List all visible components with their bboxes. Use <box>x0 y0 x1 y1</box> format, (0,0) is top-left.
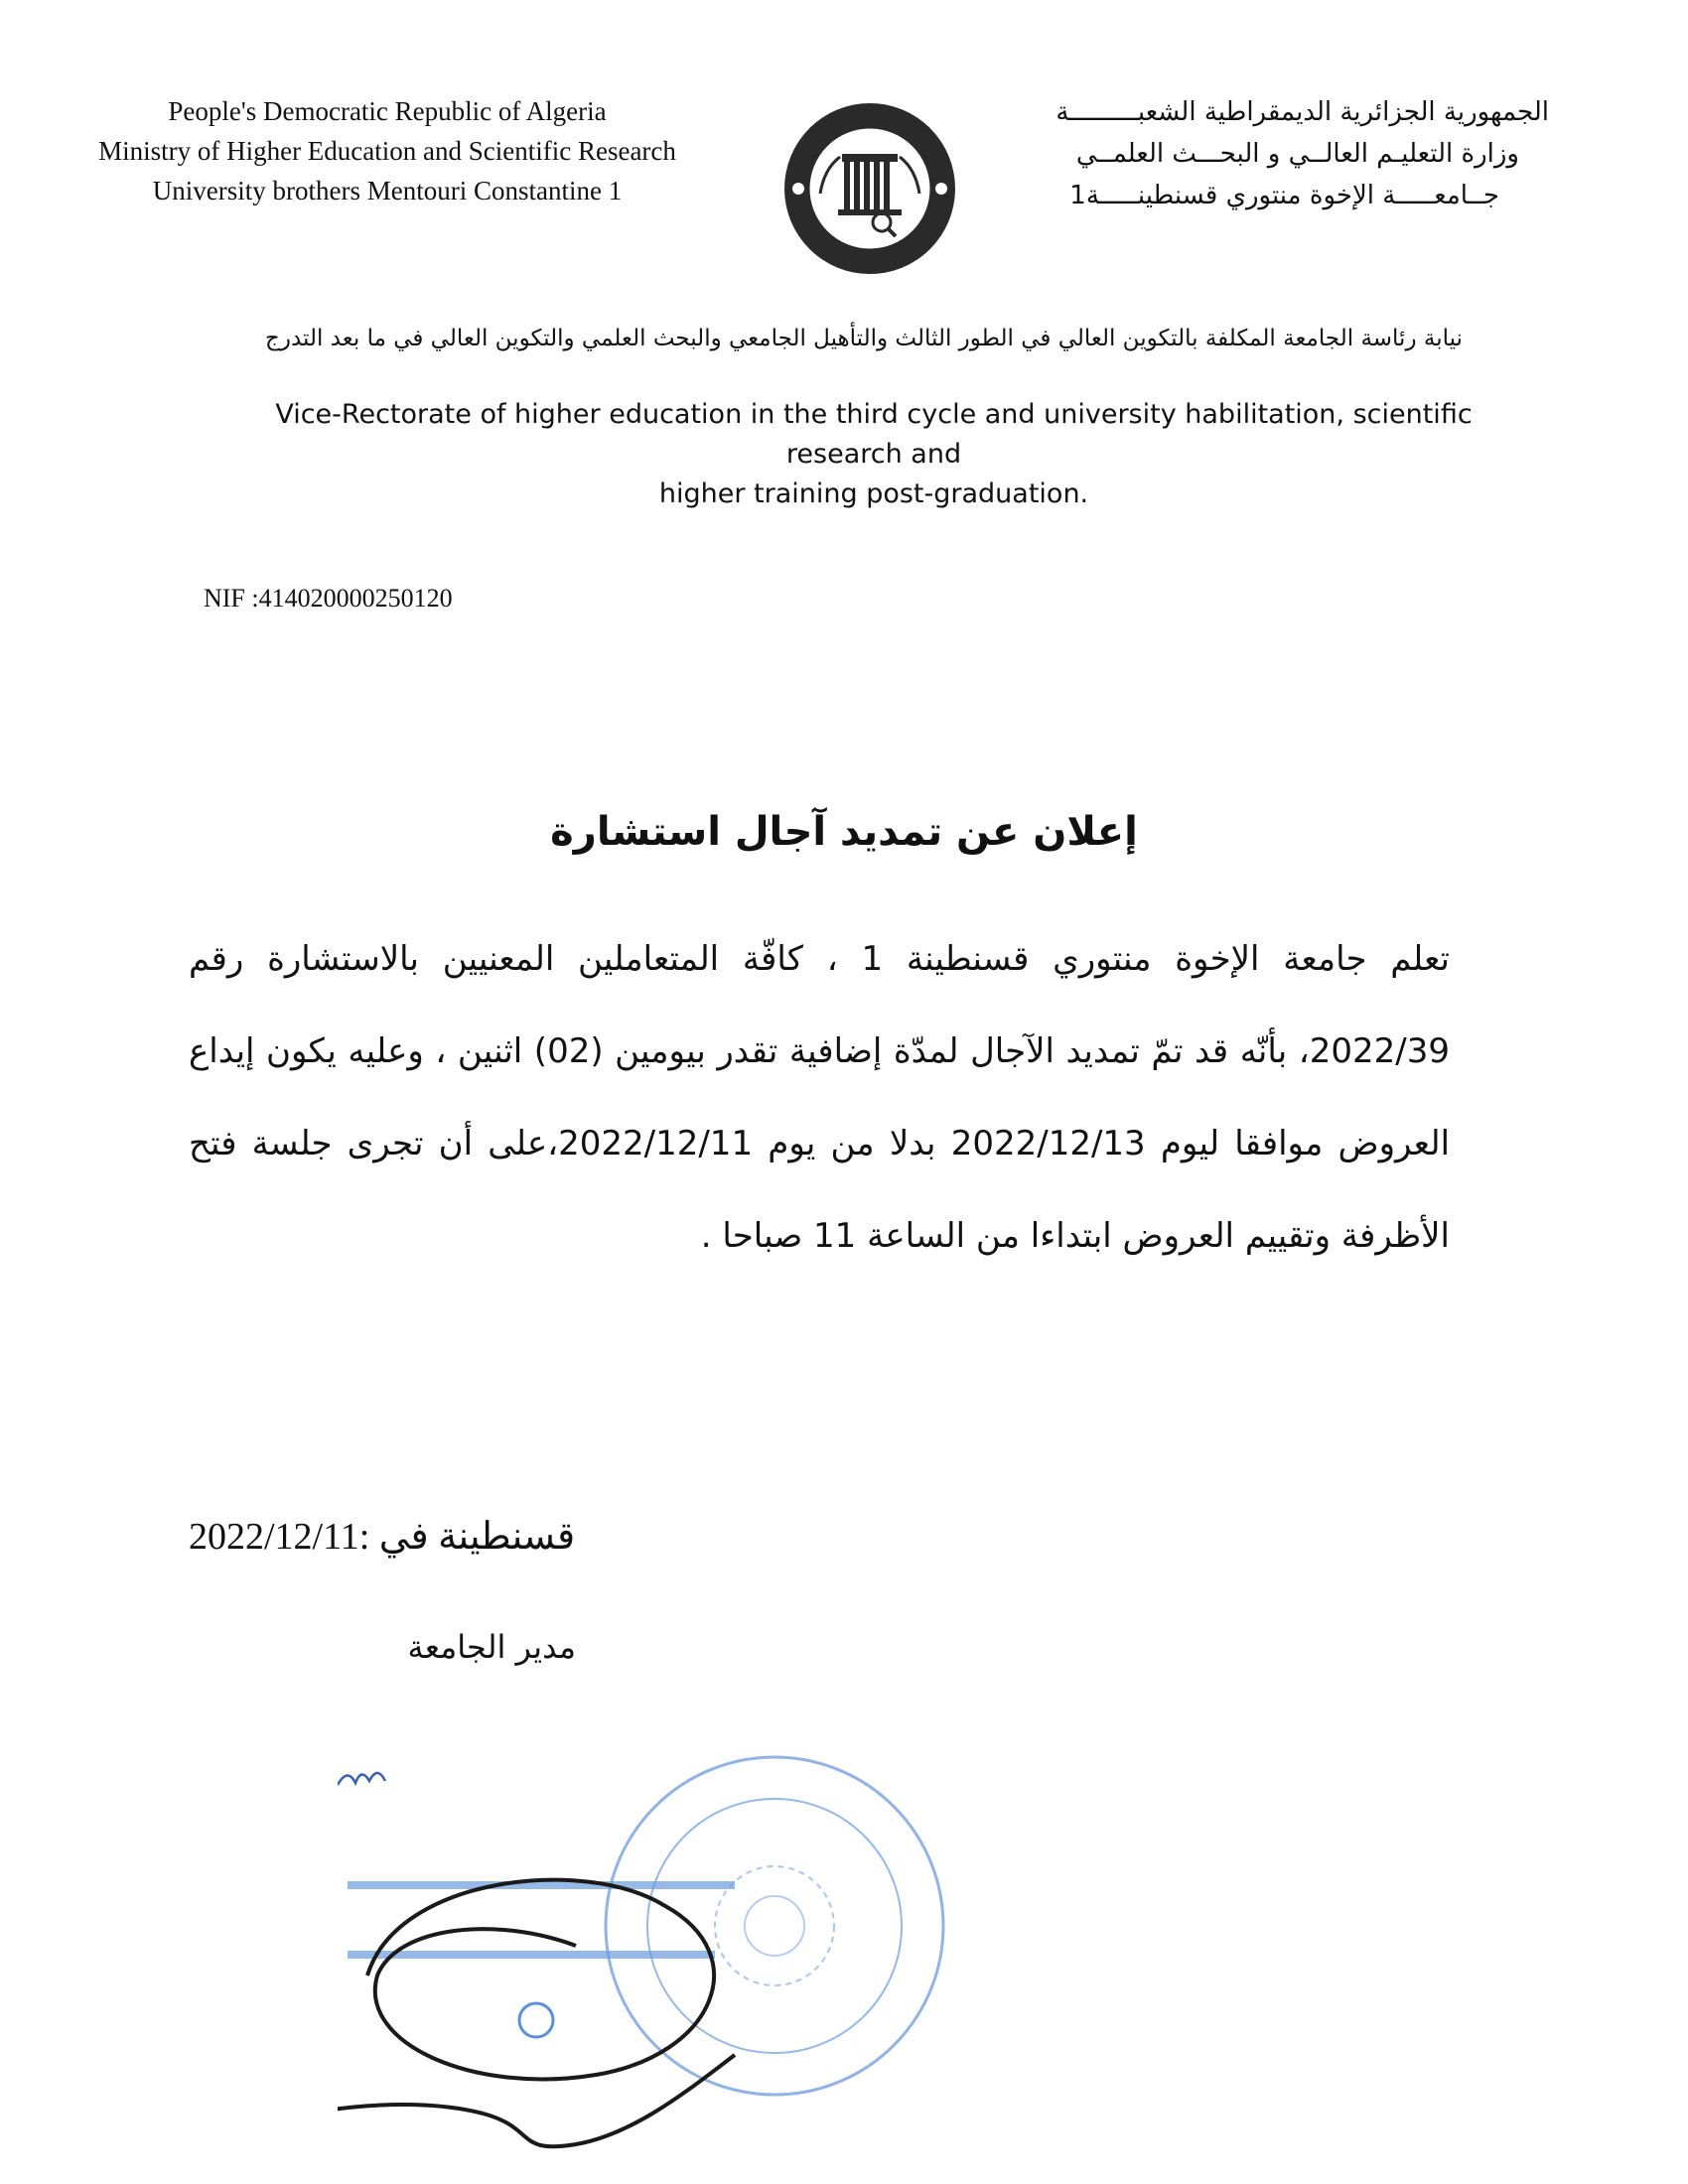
vice-rectorate-arabic: نيابة رئاسة الجامعة المكلفة بالتكوين العالي في الطور الثالث والتأهيل الجامعي والبحث العلمي والتكوين العالي في ما بعد التدرج <box>265 326 1463 351</box>
university-logo <box>780 99 959 278</box>
signatory-title: مدير الجامعة <box>407 1628 576 1666</box>
header-arabic-line: الجمهورية الجزائرية الديمقراطية الشعبـــــــــة <box>1055 97 1549 127</box>
vice-rectorate-english-line: higher training post-graduation. <box>658 478 1089 509</box>
vice-rectorate-english <box>228 395 1519 514</box>
vice-rectorate-english-line: Vice-Rectorate of higher education in the third cycle and university habilitation, scientific research and <box>275 399 1473 470</box>
nif-number: NIF :414020000250120 <box>204 584 453 613</box>
header-english-line: Ministry of Higher Education and Scientific Research <box>98 136 676 166</box>
header-english-line: University brothers Mentouri Constantine 1 <box>152 176 623 205</box>
director-name-stamp-icon <box>348 1881 735 2037</box>
announcement-title: إعلان عن تمديد آجال استشارة <box>550 809 1138 855</box>
official-stamp-and-signature <box>338 1678 953 2174</box>
round-stamp-icon <box>606 1757 943 2095</box>
header-arabic-line: جــامعـــــة الإخوة منتوري قسنطينـــــة1 <box>1069 181 1499 210</box>
handwritten-signature-icon <box>338 1773 735 2146</box>
date-line: قسنطينة في :2022/12/11 <box>189 1516 576 1558</box>
header-arabic-line: وزارة التعليـم العالــي و البحـــث العلمــي <box>1075 139 1519 169</box>
header-english-line: People's Democratic Republic of Algeria <box>168 96 607 126</box>
header-english <box>70 91 705 210</box>
header-arabic <box>993 91 1549 216</box>
announcement-body: تعلم جامعة الإخوة منتوري قسنطينة 1 ، كافّة المتعاملين المعنيين بالاستشارة رقم 2022/39، بأنّه قد تمّ تمديد الآجال لمدّة إضافية تقدر بيومين (02) اثنين ، وعليه يكون إيداع العروض موافقا ليوم 2022/12/13 بدلا من يوم 2022/12/11،على أن تجرى جلسة فتح الأظرفة وتقييم العروض ابتداءا من الساعة 11 صباحا . <box>189 939 1451 1256</box>
